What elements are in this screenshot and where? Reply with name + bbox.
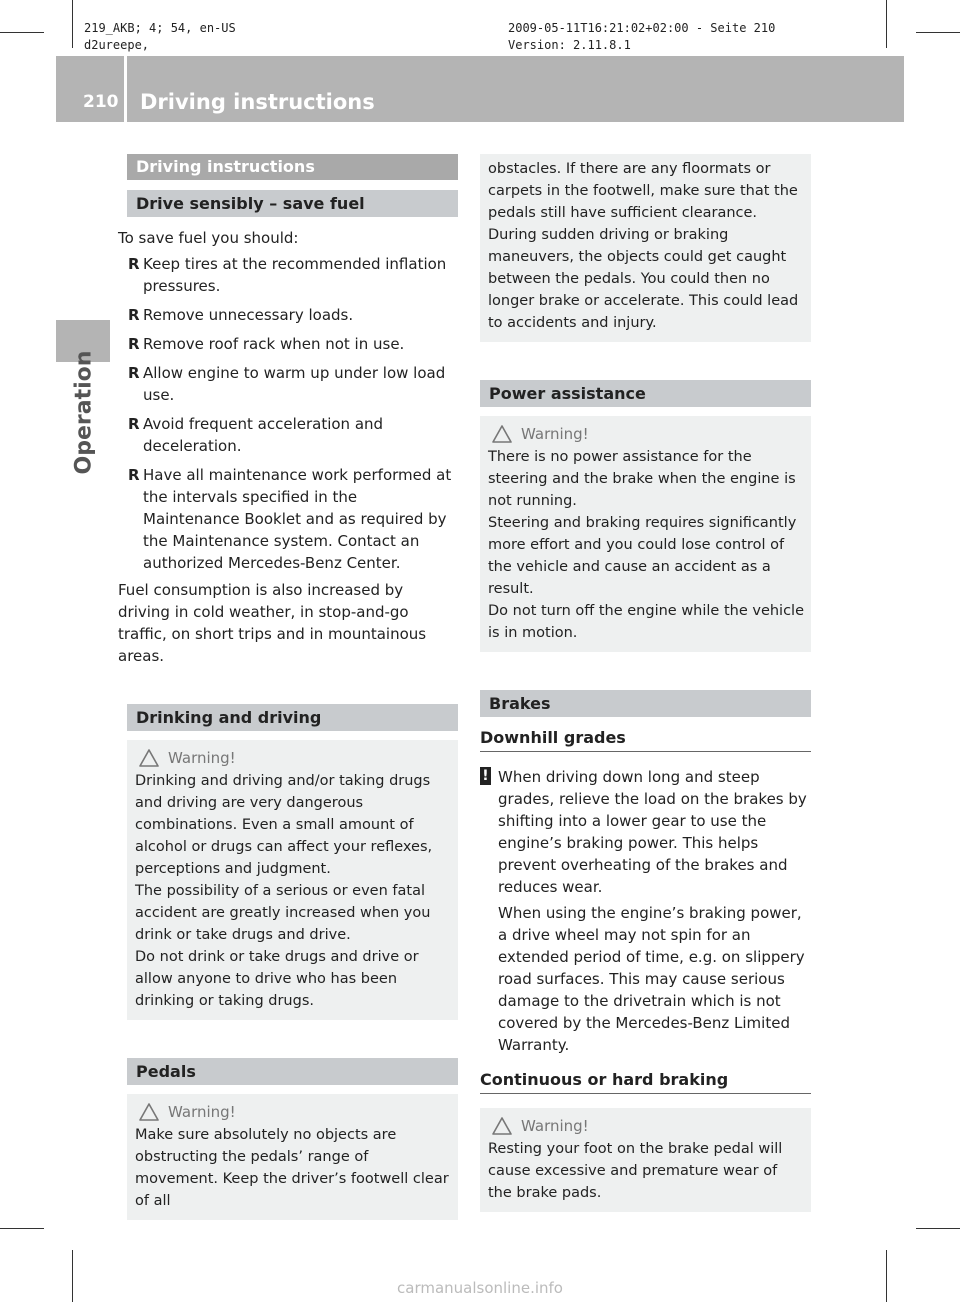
bullet-glyph: R [128,335,140,353]
print-meta-line: 2009-05-11T16:21:02+02:00 - Seite 210 [508,21,776,35]
warning-paragraph: There is no power assistance for the steering and the brake when the engine is not running. [488,449,796,509]
print-meta-line: d2ureepe, [84,38,150,52]
crop-mark [886,0,887,48]
heading-continuous-braking: Continuous or hard braking [480,1070,811,1094]
bullet-glyph: R [128,306,140,324]
page-number: 210 [83,92,119,112]
heading-downhill-grades: Downhill grades [480,728,811,752]
warning-triangle-icon [492,425,512,443]
warning-title-text: Warning! [521,425,589,443]
heading-pedals: Pedals [127,1058,458,1085]
warning-title-text: Warning! [168,1103,236,1121]
warning-box-drinking [127,740,458,1020]
list-item [127,253,458,297]
crop-mark [916,1228,960,1229]
warning-triangle-icon [139,1103,159,1121]
warning-title [488,1114,804,1138]
left-column [118,154,458,1220]
note-paragraph: When using the engine’s braking power, a drive wheel may not spin for an extended period of time, e.g. on slippery road surfaces. This may cause serious damage to the drivetrain which is not covered by the Mercedes-Benz Limited Warranty. [498,904,805,1054]
crop-mark [0,1228,44,1229]
right-column [480,154,811,1212]
save-fuel-outro: Fuel consumption is also increased by driving in cold weather, in stop-and-go traffic, on short trips and in mountainous areas. [118,581,427,665]
list-item-text: Keep tires at the recommended inflation pressures. [143,255,447,295]
list-item [127,464,458,574]
heading-save-fuel: Drive sensibly – save fuel [127,190,458,217]
list-item-text: Remove unnecessary loads. [143,306,354,324]
list-item-text: Allow engine to warm up under low load use. [143,364,446,404]
crop-mark [0,32,44,33]
warning-paragraph: Resting your foot on the brake pedal will cause excessive and premature wear of the brake pads. [488,1141,783,1201]
list-item [127,362,458,406]
warning-box-pedals [127,1094,458,1220]
list-item [127,413,458,457]
warning-box-braking [480,1108,811,1212]
list-item-text: Remove roof rack when not in use. [143,335,405,353]
list-item-text: Have all maintenance work performed at the intervals specified in the Maintenance Booklet and as required by the Maintenance system. Contact an authorized Mercedes-Benz Center. [143,466,452,572]
crop-mark [72,0,73,48]
warning-paragraph: The possibility of a serious or even fatal accident are greatly increased when you drink or take drugs and drive. [135,883,431,943]
bullet-glyph: R [128,364,140,382]
warning-paragraph: Steering and braking requires significantly more effort and you could lose control of the vehicle and cause an accident as a result. [488,515,797,597]
header-divider [124,56,127,122]
note-paragraph: When driving down long and steep grades, relieve the load on the brakes by shifting into a lower gear to use the engine’s braking power. This helps prevent overheating of the brakes and reduces wear. [498,768,807,896]
warning-box-pedals-continued [480,154,811,342]
heading-power-assistance: Power assistance [480,380,811,407]
warning-title-text: Warning! [521,1117,589,1135]
crop-mark [916,32,960,33]
list-item [127,333,458,355]
page-title: Driving instructions [140,90,375,114]
watermark: carmanualsonline.info [397,1279,563,1297]
bullet-glyph: R [128,255,140,273]
heading-drinking-driving: Drinking and driving [127,704,458,731]
warning-paragraph: Make sure absolutely no objects are obstructing the pedals’ range of movement. Keep the driver’s footwell clear of all [135,1127,449,1209]
note-downhill [480,766,811,1056]
notice-icon: ! [480,767,491,785]
warning-box-power [480,416,811,652]
print-meta-line: Version: 2.11.8.1 [508,38,631,52]
warning-paragraph: Do not turn off the engine while the vehicle is in motion. [488,603,805,641]
side-tab-label: Operation [71,350,97,475]
warning-title [135,746,451,770]
list-item-text: Avoid frequent acceleration and deceleration. [143,415,384,455]
warning-paragraph: Drinking and driving and/or taking drugs and driving are very dangerous combinations. Even a small amount of alcohol or drugs can affect your reflexes, perceptions and judgment. [135,773,433,877]
bullet-glyph: R [128,415,140,433]
save-fuel-intro: To save fuel you should: [118,229,299,247]
save-fuel-section [118,227,458,667]
heading-brakes: Brakes [480,690,811,717]
warning-title-text: Warning! [168,749,236,767]
warning-title [488,422,804,446]
warning-title [135,1100,451,1124]
print-meta-right [508,20,775,54]
warning-triangle-icon [492,1117,512,1135]
save-fuel-list [127,253,458,574]
warning-paragraph: Do not drink or take drugs and drive or allow anyone to drive who has been drinking or taking drugs. [135,949,419,1009]
bullet-glyph: R [128,466,140,484]
print-meta-left [84,20,236,54]
warning-paragraph: During sudden driving or braking maneuvers, the objects could get caught between the pedals. You could then no longer brake or accelerate. This could lead to accidents and injury. [488,227,799,331]
warning-triangle-icon [139,749,159,767]
section-title: Driving instructions [127,154,458,180]
list-item [127,304,458,326]
warning-paragraph: obstacles. If there are any floormats or carpets in the footwell, make sure that the pedals still have sufficient clearance. [488,161,798,221]
print-meta-line: 219_AKB; 4; 54, en-US [84,21,236,35]
